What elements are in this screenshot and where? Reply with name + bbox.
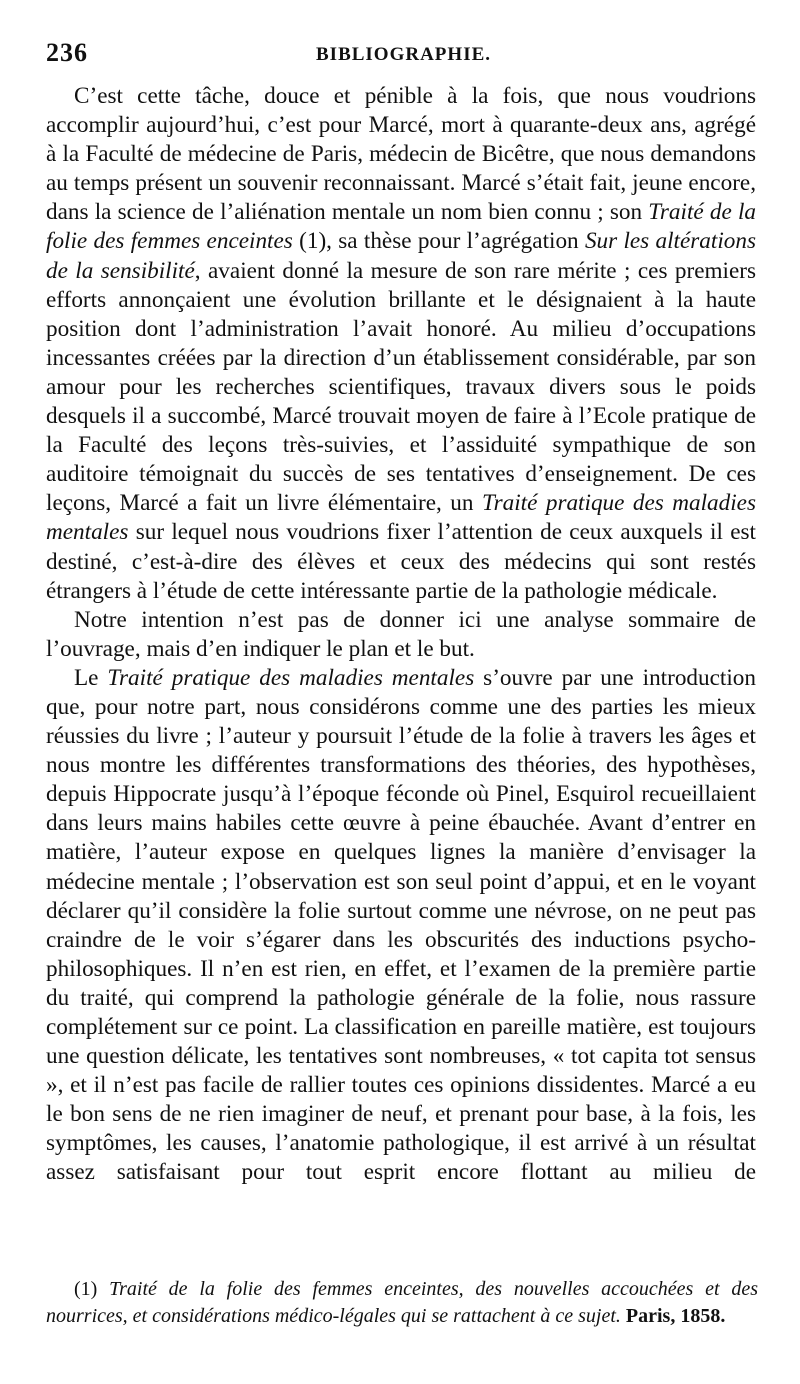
paragraph-2 bbox=[46, 606, 756, 664]
page-number: 236 bbox=[46, 38, 88, 67]
text-segment: Le bbox=[74, 664, 108, 691]
text-segment: C’est cette tâche, douce et pénible à la fois, que nous voudrions accomplir aujourd’hui, c’est pour Marcé, mort à quarante-deux ans, agrégé à la Faculté de médecine de Paris, médecin de Bicêtre, que nous demandons au temps présent un souvenir reconnaissant. Marcé s’était fait, jeune encore, dans la science de l’aliénation mentale un nom bien connu ; son bbox=[46, 83, 756, 226]
body-text bbox=[46, 82, 756, 1188]
footnote-1 bbox=[46, 1276, 758, 1330]
text-segment: sur lequel nous voudrions fixer l’attention de ceux auxquels il est destiné, c’est-à-dire des élèves et ceux des médecins qui sont restés étrangers à l’étude de cette intéressante partie de la pathologie médicale. bbox=[46, 519, 756, 604]
text-segment: s’ouvre par une introduction que, pour notre part, nous considérons comme une des parties les mieux réussies du livre ; l’auteur y poursuit l’étude de la folie à travers les âges et nous montre les différentes transformations des théories, des hypothèses, depuis Hippocrate jusqu’à l’époque féconde où Pinel, Esquirol recueillaient dans leurs mains habiles cette œuvre à peine ébauchée. Avant d’entrer en matière, l’auteur expose en quelques lignes la manière d’envisager la médecine mentale ; l’observation est son seul point d’appui, et en le voyant déclarer qu’il considère la folie surtout comme une névrose, on ne peut pas craindre de le voir s’égarer dans les obscurités des inductions psycho-philosophiques. Il n’en est rien, en effet, et l’examen de la première partie du traité, qui comprend la pathologie générale de la folie, nous rassure complétement sur ce point. La classification en pareille matière, est toujours une question délicate, les tentatives sont nombreuses, « tot capita tot sensus », et il n’est pas facile de rallier toutes ces opinions dissidentes. Marcé a eu le bon sens de ne rien imaginer de neuf, et prenant pour base, à la fois, les symptômes, les causes, l’anatomie pathologique, il est arrivé à un résultat assez satisfaisant pour tout esprit encore flottant au milieu de bbox=[46, 664, 756, 1186]
text-segment: (1), sa thèse pour l’agrégation bbox=[292, 228, 585, 255]
italic-title-traite-pratique: Traité pratique des maladies mentales bbox=[46, 490, 756, 546]
running-head: BIBLIOGRAPHIE. bbox=[316, 44, 492, 65]
italic-title-traite-pratique: Traité pratique des maladies mentales bbox=[107, 664, 475, 691]
text-segment: Notre intention n’est pas de donner ici une analyse sommaire de l’ouvrage, mais d’en indiquer le plan et le but. bbox=[46, 606, 756, 662]
italic-title-traite-folie: Traité de la folie des femmes enceintes bbox=[46, 199, 756, 255]
paragraph-1 bbox=[46, 82, 756, 606]
paragraph-3 bbox=[46, 664, 756, 1188]
footnote-title: Traité de la folie des femmes enceintes, des nouvelles accouchées et des nourrices, et considérations médico-légales qui se rattachent à ce sujet. bbox=[46, 1278, 758, 1327]
page-header bbox=[46, 38, 762, 74]
footnote-marker: (1) bbox=[74, 1278, 110, 1300]
footnotes bbox=[46, 1276, 758, 1330]
italic-title-these: Sur les altérations de la sensibilité bbox=[46, 228, 756, 284]
text-segment: , avaient donné la mesure de son rare mérite ; ces premiers efforts annonçaient une évolution brillante et le désignaient à la haute position dont l’administration l’avait honoré. Au milieu d’occupations incessantes créées par la direction d’un établissement considérable, par son amour pour les recherches scientifiques, travaux divers sous le poids desquels il a succombé, Marcé trouvait moyen de faire à l’Ecole pratique de la Faculté des leçons très-suivies, et l’assiduité sympathique de son auditoire témoignait du succès de ses tentatives d’enseignement. De ces leçons, Marcé a fait un livre élémentaire, un bbox=[46, 257, 757, 517]
footnote-imprint: Paris, 1858. bbox=[620, 1305, 726, 1327]
